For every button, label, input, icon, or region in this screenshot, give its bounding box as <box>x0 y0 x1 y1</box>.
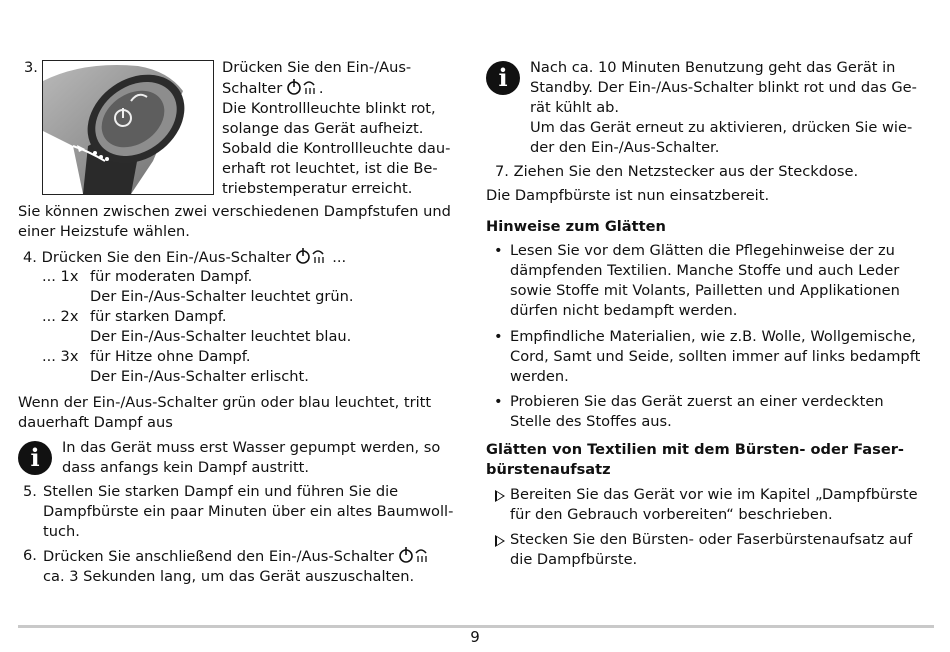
paragraph: Sie können zwischen zwei verschiedenen Dampfstufen und <box>18 203 451 220</box>
power-steam-icon <box>296 247 328 265</box>
step-3-line: Schalter . <box>222 80 324 97</box>
device-illustration <box>42 60 214 195</box>
info-note: dass anfangs kein Dampf austritt. <box>62 459 310 476</box>
option-row: ... 2x für starken Dampf. Der Ein-/Aus-Schalter leuchtet blau. <box>42 308 352 345</box>
steam-brush-image <box>43 61 213 194</box>
list-item: • Probieren Sie das Gerät zuerst an einer verdeckten Stelle des Stoffes aus. <box>494 393 884 430</box>
option-row: ... 3x für Hitze ohne Dampf. Der Ein-/Aus-Schalter erlischt. <box>42 348 309 385</box>
paragraph: einer Heizstufe wählen. <box>18 223 190 240</box>
step-3-line: Die Kontrollleuchte blinkt rot, <box>222 100 436 117</box>
list-item: • Empfindliche Materialien, wie z.B. Wolle, Wollgemische, Cord, Samt und Seide, sollten immer auf links bedampft werden. <box>494 328 921 385</box>
paragraph: Wenn der Ein-/Aus-Schalter grün oder blau leuchtet, tritt <box>18 394 432 411</box>
info-note: der den Ein-/Aus-Schalter. <box>530 139 720 156</box>
info-note: Um das Gerät erneut zu aktivieren, drücken Sie wie- <box>530 119 913 136</box>
info-note: In das Gerät muss erst Wasser gepumpt werden, so <box>62 439 441 456</box>
section-heading: Glätten von Textilien mit dem Bürsten- oder Faser- <box>486 441 904 458</box>
info-icon: i <box>486 61 520 95</box>
info-note: rät kühlt ab. <box>530 99 620 116</box>
power-steam-icon <box>287 78 319 96</box>
info-note: Standby. Der Ein-/Aus-Schalter blinkt rot und das Ge- <box>530 79 917 96</box>
paragraph: Die Dampfbürste ist nun einsatzbereit. <box>486 187 770 204</box>
step-7-text: Ziehen Sie den Netzstecker aus der Steckdose. <box>513 163 859 180</box>
action-item: Bereiten Sie das Gerät vor wie im Kapitel „Dampfbürste für den Gebrauch vorbereiten“ beschrieben. <box>490 485 940 525</box>
step-6-num: 6. <box>23 547 37 564</box>
step-6-line: Drücken Sie anschließend den Ein-/Aus-Schalter <box>43 546 473 567</box>
info-note: Nach ca. 10 Minuten Benutzung geht das Gerät in <box>530 59 896 76</box>
paragraph: dauerhaft Dampf aus <box>18 414 173 431</box>
step-3-line: Sobald die Kontrollleuchte dau- <box>222 140 451 157</box>
step-3-line: solange das Gerät aufheizt. <box>222 120 424 137</box>
triangle-arrow-icon <box>495 535 505 547</box>
info-icon: i <box>18 441 52 475</box>
action-item: Stecken Sie den Bürsten- oder Faserbürstenaufsatz auf die Dampfbürste. <box>490 530 940 570</box>
page-number: 9 <box>470 628 480 646</box>
section-heading: bürstenaufsatz <box>486 461 611 478</box>
triangle-arrow-icon <box>495 490 505 502</box>
step-5-line: Dampfbürste ein paar Minuten über ein altes Baumwoll- <box>43 503 454 520</box>
step-6-line: ca. 3 Sekunden lang, um das Gerät auszuschalten. <box>43 568 415 585</box>
list-item: • Lesen Sie vor dem Glätten die Pflegehinweise der zu dämpfenden Textilien. Manche Stoffe und auch Leder sowie Stoffe mit Volants, Pailletten und Applikationen dürfen nicht bedampft werden. <box>494 242 900 319</box>
step-5-line: tuch. <box>43 523 80 540</box>
step-7-num: 7. <box>495 163 509 180</box>
step-5-line: Stellen Sie starken Dampf ein und führen Sie die <box>43 483 399 500</box>
step-3-num: 3. <box>24 59 38 76</box>
step-4-line: 4. Drücken Sie den Ein-/Aus-Schalter ... <box>23 249 347 266</box>
step-5-num: 5. <box>23 483 37 500</box>
step-3-line: Drücken Sie den Ein-/Aus- <box>222 59 412 76</box>
step-3-line: triebstemperatur erreicht. <box>222 180 413 197</box>
option-row: ... 1x für moderaten Dampf. Der Ein-/Aus-Schalter leuchtet grün. <box>42 268 354 305</box>
step-3-line: erhaft rot leuchtet, ist die Be- <box>222 160 438 177</box>
power-steam-icon <box>399 546 431 564</box>
section-heading: Hinweise zum Glätten <box>486 218 666 235</box>
